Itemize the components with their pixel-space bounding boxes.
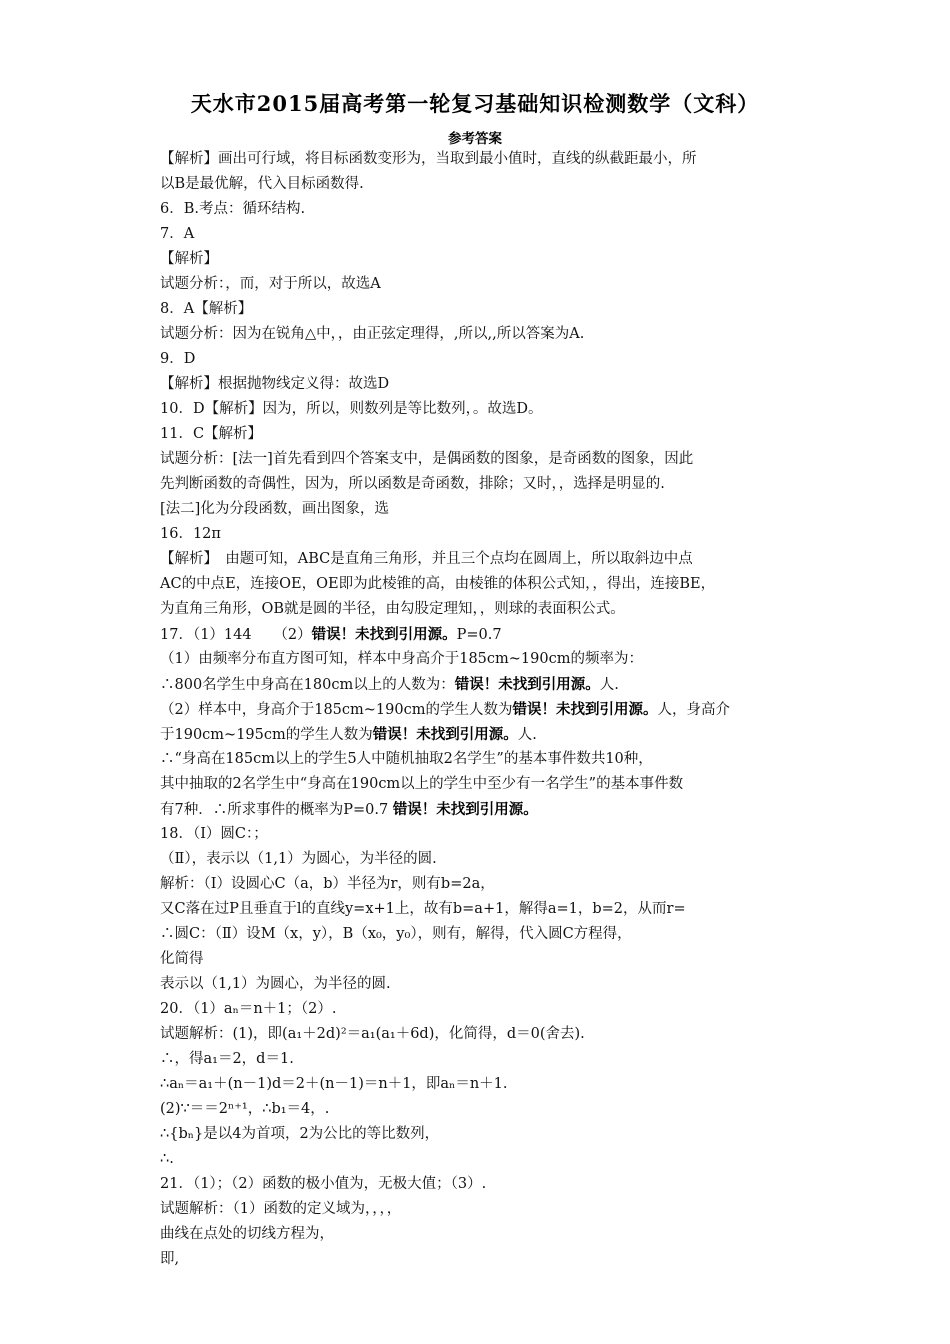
text-line: 8．A【解析】 (160, 301, 253, 317)
text-line: 试题分析：因为在锐角△中，，由正弦定理得，,所以,,所以答案为A. (160, 326, 585, 342)
text-line: 【解析】 (160, 251, 218, 267)
text-line: 9．D (160, 351, 196, 367)
text-line: 以B是最优解，代入目标函数得. (160, 176, 364, 192)
text-line: 18．（Ⅰ）圆C：； (160, 826, 268, 842)
text-line: 11．C【解析】 (160, 426, 263, 442)
text-line: (2)∵＝＝2ⁿ⁺¹，∴b₁＝4，. (160, 1101, 330, 1117)
text-line: 21．（1）；（2）函数的极小值为，无极大值；（3）. (160, 1176, 487, 1192)
text-line: 17．（1）144 （2）错误！未找到引用源。P=0.7 (160, 626, 502, 643)
text-line: 【解析】根据抛物线定义得：故选D (160, 376, 390, 392)
text-line: ∴，得a₁＝2，d＝1. (160, 1051, 294, 1067)
text-line: 【解析】画出可行域，将目标函数变形为，当取到最小值时，直线的纵截距最小，所 (160, 151, 697, 167)
text-line: 7．A (160, 226, 195, 242)
text-line: ∴. (160, 1151, 174, 1167)
error-reference-text: 错误！未找到引用源。 (372, 726, 518, 743)
text-line: 于190cm~195cm的学生人数为错误！未找到引用源。人. (160, 726, 537, 743)
text-line: 为直角三角形，OB就是圆的半径，由勾股定理知，，则球的表面积公式。 (160, 601, 625, 617)
text-line: 曲线在点处的切线方程为， (160, 1226, 334, 1242)
text-line: 试题分析：[法一]首先看到四个答案支中，是偶函数的图象，是奇函数的图象，因此 (160, 451, 694, 467)
text-line: ∴圆C：（Ⅱ）设M（x，y），B（x₀，y₀），则有，解得，代入圆C方程得， (160, 926, 632, 942)
text-line: 试题分析：，而，对于所以，故选A (160, 276, 381, 292)
document-title: 天水市2015届高考第一轮复习基础知识检测数学（文科） (190, 91, 760, 116)
text-line: 先判断函数的奇偶性，因为，所以函数是奇函数，排除；又时，，选择是明显的. (160, 476, 665, 492)
text-line: 【解析】 由题可知，ABC是直角三角形，并且三个点均在圆周上，所以取斜边中点 (160, 551, 693, 567)
text-line: ∴aₙ＝a₁＋(n－1)d＝2＋(n－1)＝n＋1，即aₙ＝n＋1. (160, 1076, 508, 1092)
text-line: 表示以（1,1）为圆心，为半径的圆. (160, 976, 391, 992)
error-reference-text: 错误！未找到引用源。 (512, 701, 658, 718)
text-line: 10．D【解析】因为，所以，则数列是等比数列，。故选D。 (160, 401, 543, 417)
answer-body (160, 147, 800, 1272)
text-line: 化简得 (160, 951, 204, 967)
text-line: ∴{bₙ}是以4为首项，2为公比的等比数列， (160, 1126, 440, 1142)
text-line: [法二]化为分段函数，画出图象，选 (160, 501, 389, 517)
text-line: 20．（1）aₙ＝n＋1；（2）. (160, 1001, 337, 1017)
text-line: 试题解析：（1）函数的定义域为，，，， (160, 1201, 402, 1217)
text-line: 试题解析：(1)，即(a₁＋2d)²＝a₁(a₁＋6d)，化简得，d＝0(舍去). (160, 1026, 585, 1042)
error-reference-text: 错误！未找到引用源。 (454, 676, 600, 693)
document-subtitle: 参考答案 (448, 131, 502, 147)
text-line: 有7种．∴所求事件的概率为P=0.7 错误！未找到引用源。 (160, 801, 538, 818)
text-line: AC的中点E，连接OE，OE即为此棱锥的高，由棱锥的体积公式知，，得出，连接BE， (160, 576, 716, 592)
text-line: （Ⅱ），表示以（1,1）为圆心，为半径的圆. (160, 851, 437, 867)
text-line: 又C落在过P且垂直于l的直线y=x+1上，故有b=a+1，解得a=1，b=2，从而r= (160, 901, 686, 917)
error-reference-text: 错误！未找到引用源。 (311, 626, 457, 643)
text-line: 其中抽取的2名学生中“身高在190cm以上的学生中至少有一名学生”的基本事件数 (160, 776, 684, 792)
text-line: ∴800名学生中身高在180cm以上的人数为：错误！未找到引用源。人. (160, 676, 619, 693)
text-line: ∴“身高在185cm以上的学生5人中随机抽取2名学生”的基本事件数共10种， (160, 751, 653, 767)
text-line: 解析：（Ⅰ）设圆心C（a，b）半径为r，则有b=2a， (160, 876, 495, 892)
text-line: 6．B.考点：循环结构. (160, 201, 306, 217)
text-line: （1）由频率分布直方图可知，样本中身高介于185cm~190cm的频率为： (160, 651, 643, 667)
text-line: 16．12π (160, 526, 221, 542)
text-line: 即, (160, 1251, 180, 1267)
error-reference-text: 错误！未找到引用源。 (392, 801, 538, 818)
text-line: （2）样本中，身高介于185cm~190cm的学生人数为错误！未找到引用源。人，身高介 (160, 701, 730, 718)
